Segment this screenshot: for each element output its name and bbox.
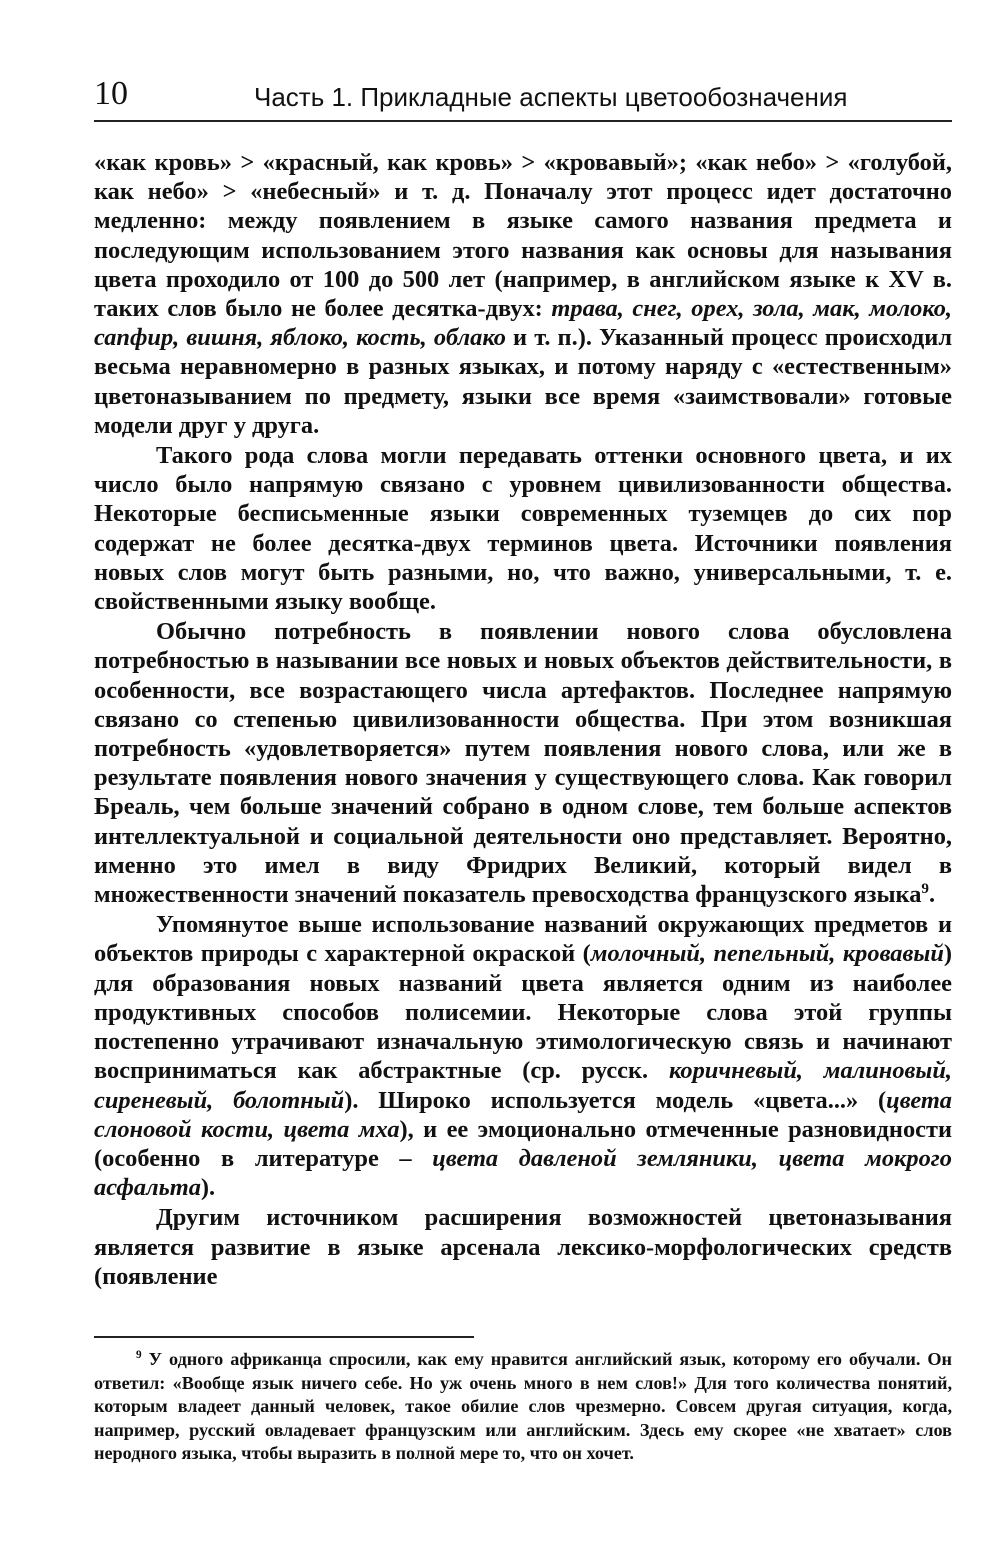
italic-run: цвета слоновой кости, цвета мха — [94, 1086, 953, 1143]
paragraph-3 — [94, 617, 952, 909]
header-rule — [94, 120, 952, 122]
italic-run: цвета давленой земляники, цвета мокрого асфальта — [94, 1144, 952, 1202]
footnote-text: У одного африканца спросили, как ему нравится английский язык, которому его обучали. Он ответил: «Вообще язык ничего себе. Но уж очень много в нем слов!» Для того количества понятий, которым владеет данный человек, такое обилие слов чрезмерно. Совсем другая ситуация, когда, например, русский овладевает французским или английским. Здесь ему скорее «не хватает» слов неродного языка, чтобы выразить в полной мере то, что он хочет. — [94, 1349, 952, 1464]
footnote — [94, 1348, 952, 1466]
italic-run: трава, снег, орех, зола, мак, молоко, сапфир, вишня, яблоко, кость, облако — [94, 295, 953, 352]
running-title: Часть 1. Прикладные аспекты цветообозначения — [254, 82, 848, 112]
page-header — [94, 70, 952, 120]
text-run: ). — [200, 1174, 216, 1202]
text-run: Другим источником расширения возможностей цветоназывания является развитие в языке арсенала лексико-морфологических средств (появление — [94, 1204, 952, 1290]
footnote-ref[interactable]: 9 — [921, 880, 929, 897]
text-run: и т. п.). Указанный процесс происходил весьма неравномерно в разных языках, и потому наряду с «естественным» цветоназыванием по предмету, языки все время «заимствовали» готовые модели друг у друга. — [94, 324, 953, 439]
text-run: ). Широко используется модель «цвета...» ( — [344, 1086, 887, 1114]
text-run: Обычно потребность в появлении нового слова обусловлена потребностью в назывании все новых и новых объектов действительности, в особенности, все возрастающего числа артефактов. Последнее напрямую связано со степенью цивилизованности общества. При этом возникшая потребность «удовлетворяется» путем появления нового слова, или же в результате появления нового значения у существующего слова. Как говорил Бреаль, чем больше значений собрано в одном слове, тем больше аспектов интеллектуальной и социальной деятельности оно представляет. Вероятно, именно это имел в виду Фридрих Великий, который видел в множественности значений показатель превосходства французского языка — [94, 618, 952, 909]
footnote-marker: 9 — [136, 1348, 142, 1361]
text-run: ), и ее эмоционально отмеченные разновидности (особенно в литературе – — [94, 1115, 952, 1172]
paragraph-4 — [94, 910, 952, 1202]
paragraph-5 — [94, 1203, 952, 1291]
footnote-rule — [94, 1336, 474, 1338]
paragraph-2 — [94, 441, 952, 616]
italic-run: коричневый, малиновый, сиреневый, болотный — [94, 1057, 952, 1114]
text-run: Такого рода слова могли передавать оттенки основного цвета, и их число было напрямую связано с уровнем цивилизованности общества. Некоторые бесписьменные языки современных туземцев до сих пор содержат не более десятка-двух терминов цвета. Источники появления новых слов могут быть разными, но, что важно, универсальными, т. е. свойственными языку вообще. — [94, 442, 952, 616]
text-run: Упомянутое выше использование названий окружающих предметов и объектов природы с характерной окраской ( — [94, 911, 952, 968]
text-run: . — [928, 881, 936, 909]
text-run: «как кровь» > «красный, как кровь» > «кровавый»; «как небо» > «голубой, как небо» > «небесный» и т. д. Поначалу этот процесс идет достаточно медленно: между появлением в языке самого названия предмета и последующим использованием этого названия как основы для называния цвета проходило от 100 до 500 лет (например, в английском языке к XV в. таких слов было не более десятка-двух: — [94, 149, 952, 323]
footnote-paragraph — [94, 1348, 952, 1466]
paragraph-1 — [94, 148, 952, 440]
italic-run: молочный, пепельный, кровавый — [590, 940, 944, 968]
page-number: 10 — [94, 75, 128, 112]
text-run: ) для образования новых названий цвета является одним из наиболее продуктивных способов полисемии. Некоторые слова этой группы постепенно утрачивают изначальную этимологическую связь и начинают восприниматься как абстрактные (ср. русск. — [94, 940, 953, 1085]
main-text — [94, 148, 952, 1291]
